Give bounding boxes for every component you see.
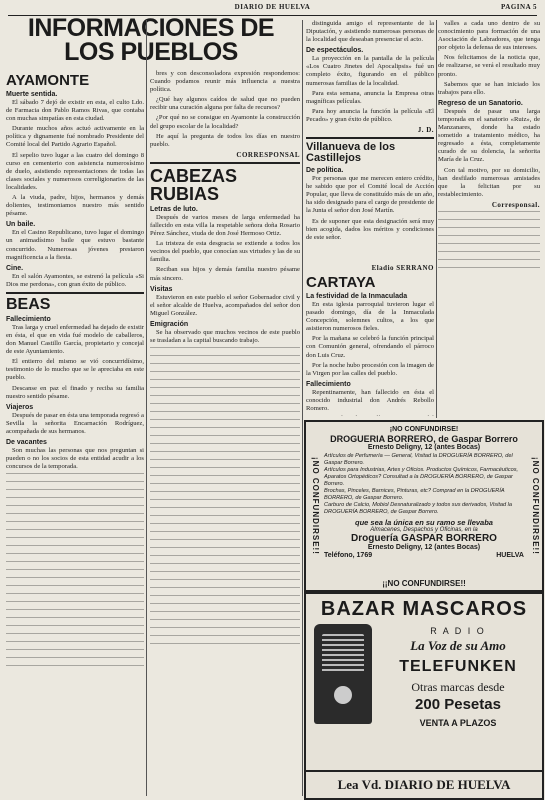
beas-section-1: Fallecimiento xyxy=(6,315,51,323)
cartaya-heading: CARTAYA xyxy=(306,274,376,291)
col4-para-5: Con tal motivo, por su domicilio, han desfilado numerosas amistades que la felicitan por su restablecimiento. xyxy=(438,166,540,198)
ad-shop-address-2: Ernesto Deligny, 12 (antes Bocas) xyxy=(367,544,481,551)
beas-para-2: El entierro del mismo se vió concurridísimo, testimonio de lo mucho que se le apreciaba en este pueblo. xyxy=(6,358,144,382)
ayamonte-section-3: Cine. xyxy=(6,264,24,272)
cabezas-heading: CABEZAS RUBIAS xyxy=(150,165,238,204)
beas-section-3: De vacantes xyxy=(6,439,47,446)
text-filler xyxy=(6,473,144,673)
cartaya-para-3: Por la noche hubo procesión con la imagen de la Virgen por las calles del pueblo. xyxy=(306,361,434,377)
page-number: PAGINA 5 xyxy=(501,3,537,11)
villanueva-heading: Villanueva de los Castillejos xyxy=(306,141,396,165)
column-3-mid xyxy=(306,262,434,416)
beas-heading: BEAS xyxy=(6,295,51,313)
column-4 xyxy=(438,20,540,414)
ad-radio-label: R A D I O xyxy=(430,626,486,636)
ad-item-3: Brochas, Pinceles, Barnices, Pinturas, etc? Comprad en la DROGUERÍA BORRERO, de Gaspar Borrero. xyxy=(324,488,505,501)
cartaya-section-1: La festividad de la Inmaculada xyxy=(306,293,408,300)
drogueria-advertisement xyxy=(304,420,544,592)
ad-tagline: que sea la única en su ramo se llevaba xyxy=(355,518,493,527)
cabezas-para-1: Después de varios meses de larga enfermedad ha fallecido en esta villa la respetable señora doña Rosario Pérez Sánchez, viuda de don José Hermoso Ortiz. xyxy=(150,213,300,238)
byline-jd: J. D. xyxy=(417,126,434,135)
regreso-heading: Regreso de un Sanatorio. xyxy=(438,99,523,107)
ad-phone: Teléfono, 1769 xyxy=(324,552,373,559)
ad-contact-row xyxy=(324,552,524,559)
radio-icon xyxy=(314,624,372,724)
ad-lower-note: Almacenes, Despachos y Oficinas, en la xyxy=(370,527,478,533)
villanueva-para-2: Es de suponer que esta designación será muy bien acogida, dados los méritos y condiciones de este señor. xyxy=(306,217,434,241)
ad-side-text-left: ¡NO CONFUNDIRSE!! xyxy=(311,457,320,555)
column-3-top xyxy=(306,20,434,256)
newspaper-name: DIARIO DE HUELVA xyxy=(234,3,311,11)
column-rule xyxy=(436,20,437,418)
cabezas-para-5: Se ha observado que muchos vecinos de este pueblo se trasladan a la capital buscando trabajo. xyxy=(150,328,300,344)
ayamonte-para-6: En el salón Ayamontes, se estrenó la película «Si Dios me perdona», con gran éxito de público. xyxy=(6,272,144,288)
ad-item-4: Carburo de Calcio, Mobiol Desnaturalizado y todos sus derivados, Visitad la DROGUERÍA BORRERO, de Gaspar Borrero. xyxy=(324,502,513,515)
ad-content xyxy=(324,426,524,570)
cartaya-para-4: Repentinamente, han fallecido en ésta el conocido industrial don Andrés Rebollo Romero. xyxy=(306,388,434,413)
cartaya-para-1: En esta iglesia parroquial tuvieron lugar el pasado domingo, día de la Inmaculada Concepción, solemnes cultos, a los que asistieron numerosos fieles. xyxy=(306,301,434,333)
ad-shop-address: Ernesto Deligny, 12 (antes Bocas) xyxy=(367,444,481,451)
ad-slogan: La Voz de su Amo xyxy=(410,638,506,653)
cabezas-para-2: La tristeza de esta desgracia se extiende a todos los vecinos del pueblo, que conocían sus virtudes y las de su familia. xyxy=(150,240,300,264)
cartaya-section-2: Fallecimiento xyxy=(306,380,351,388)
col4-para-4: Después de pasar una larga temporada en el sanatorio «Ruiz», de Manzanares, donde ha estado sometido a tratamiento médico, ha regresado a ésta, completamente curado de su dolencia, la señorita María de la Cruz. xyxy=(438,107,540,164)
ad-shop-name-2: Droguería GASPAR BORRERO xyxy=(351,533,497,544)
cabezas-para-3: Reciban sus hijos y demás familia nuestro pésame más sincero. xyxy=(150,266,300,282)
col3-top-para-3: Para esta semana, anuncia la Empresa otras magníficas películas. xyxy=(306,89,434,105)
ad-side-text-right: ¡NO CONFUNDIRSE!! xyxy=(531,457,540,555)
villanueva-para-1: Por personas que me merecen entero crédito, he sabido que por el Comité local de Acción Popular, que lleva de constituído más de un año, ha sido designado para el cargo de presidente de la Junta el señor don José Martín. xyxy=(306,175,434,215)
col4-para-3: Sabemos que se han iniciado los trabajos para ello. xyxy=(438,80,540,96)
ad-footer: Lea Vd. DIARIO DE HUELVA xyxy=(306,770,542,798)
section-divider xyxy=(306,137,434,139)
ayamonte-para-5: En el Casino Republicano, tuvo lugar el domingo un animadísimo baile que estuvo bastante concurrido. Numerosas jóvenes prestaron magnificencia a la fiesta. xyxy=(6,229,144,261)
beas-para-5: Son muchas las personas que nos preguntan si pueden o no los socios de esta entidad acudir a los concursos de la temporada. xyxy=(6,447,144,471)
cabezas-para-4: Estuvieron en este pueblo el señor Gobernador civil y el señor alcalde de Huelva, acompañados del señor don Miguel González. xyxy=(150,293,300,317)
col3-top-para-2: La proyección en la pantalla de la película «Los Cuatro Jinetes del Apocalipsis» fué un completo éxito, figurando en el público numerosas familias de la localidad. xyxy=(306,55,434,87)
col4-para-2: Nos felicitamos de la noticia que, de realizarse, se verá el resultado muy pronto. xyxy=(438,54,540,78)
column-rule xyxy=(302,20,303,796)
ayamonte-section-1: Muerte sentida. xyxy=(6,91,58,98)
ad-terms: VENTA A PLAZOS xyxy=(419,718,497,728)
ayamonte-heading: AYAMONTE xyxy=(6,72,90,89)
column-1 xyxy=(6,70,144,796)
col3-top-para-4: Para hoy anuncia la función la película «El Pecado» y gran éxito de público. xyxy=(306,107,434,123)
cartaya-para-2: Por la mañana se celebró la función principal con Comunión general, ofrendando el párroco don Luis Cruz. xyxy=(306,335,434,359)
text-filler xyxy=(438,211,540,271)
cabezas-section-2: Visitas xyxy=(150,285,173,293)
col3-top-para-1: distinguida amigo el representante de la Diputación, y asistiendo numerosas personas de la localidad que deseaban presenciar el acto. xyxy=(306,20,434,44)
espectaculos-heading: De espectáculos. xyxy=(306,47,364,55)
section-divider xyxy=(6,292,144,294)
cabezas-section-3: Emigración xyxy=(150,320,189,328)
beas-para-3: Descanse en paz el finado y reciba su familia nuestro sentido pésame. xyxy=(6,384,144,400)
col4-para-1: valles a cada uno dentro de su conocimiento para formación de una Asociación de Labradores, que tenga por objeto la defensa de sus intereses. xyxy=(438,20,540,52)
cabezas-section-1: Letras de luto. xyxy=(150,205,198,213)
col2-para-4: He aquí la pregunta de todos los días en nuestro pueblo. xyxy=(150,132,300,148)
ad-other-brands: Otras marcas desde xyxy=(411,680,505,694)
col2-para-3: ¿Por qué no se consigue en Ayamonte la construcción del grupo escolar de la localidad? xyxy=(150,114,300,130)
column-rule xyxy=(146,20,147,796)
ad-brand: TELEFUNKEN xyxy=(399,658,517,675)
ad-bottom-warning: ¡¡NO CONFUNDIRSE!! xyxy=(382,579,466,588)
ayamonte-para-4: A la viuda, padre, hijos, hermanos y demás dolientes, testimoniamos nuestro más sentido pésame. xyxy=(6,194,144,218)
ad-top-warning: ¡NO CONFUNDIRSE! xyxy=(389,426,459,433)
byline-corresponsal-2: Corresponsal. xyxy=(491,200,540,209)
ayamonte-para-2: Durante muchos años actuó activamente en la política y dignamente fué nombrado Presidente del Comité local del Partido Agrario Español. xyxy=(6,125,144,149)
ad-shop-name: DROGUERIA BORRERO, de Gaspar Borrero xyxy=(330,434,518,444)
column-2 xyxy=(150,70,300,796)
ad-item-2: Artículos para Industrias, Artes y Oficios. Productos Químicos, Farmacéuticos, Aparatos Ortopédicos? Consultad a la DROGUERÍA BORRERO, de Gaspar Borrero. xyxy=(324,467,519,487)
bazar-advertisement xyxy=(304,592,544,800)
ayamonte-para-3: El sepelio tuvo lugar a las cuatro del domingo 8 curso en cementerio con asistencia numerosísimo de duelo, asistiendo representaciones de todas las clases sociales y numerosos correligionarios de las localidades. xyxy=(6,151,144,191)
cartaya-para-5 xyxy=(306,415,434,416)
beas-section-2: Viajeros xyxy=(6,403,34,411)
section-divider xyxy=(150,162,300,164)
ad-price: 200 Pesetas xyxy=(415,696,501,713)
byline-serrano: Eladio SERRANO xyxy=(371,264,434,272)
beas-para-1: Tras larga y cruel enfermedad ha dejado de existir en ésta, el que en vida fué modelo de caballeros, don Manuel Castillo García, propietario y concejal de este Ayuntamiento. xyxy=(6,323,144,356)
ad-bazar-title: BAZAR MASCAROS xyxy=(320,598,528,620)
col2-para-1: bres y con desconsoladora expresión respondemos: Cuando podamos reunir más influencia a nuestra política. xyxy=(150,70,300,94)
byline-corresponsal: CORRESPONSAL xyxy=(236,150,300,159)
ayamonte-section-2: Un baile. xyxy=(6,221,36,229)
main-headline: INFORMACIONES DE LOS PUEBLOS xyxy=(27,14,275,66)
beas-para-4: Después de pasar en ésta una temporada regresó a Sevilla la señorita Encarnación Rodríguez, acompañada de sus hermanos. xyxy=(6,411,144,435)
ad-item-1: Artículos de Perfumería — General, Visitad la DROGUERÍA BORRERO, del Gaspar Borrero. xyxy=(324,453,513,466)
villanueva-section: De política. xyxy=(306,167,344,175)
ad-city: HUELVA xyxy=(496,552,524,559)
ayamonte-para-1: El sábado 7 dejó de existir en esta, el culto Ldo. de Farmacia don Pablo Ramos Rivas, que contaba con muchas simpatías en esta ciudad. xyxy=(6,99,144,123)
col2-para-2: ¿Qué hay algunos caídos de salud que no pueden recibir una curación alguna por falta de recursos? xyxy=(150,96,300,112)
text-filler xyxy=(150,347,300,647)
